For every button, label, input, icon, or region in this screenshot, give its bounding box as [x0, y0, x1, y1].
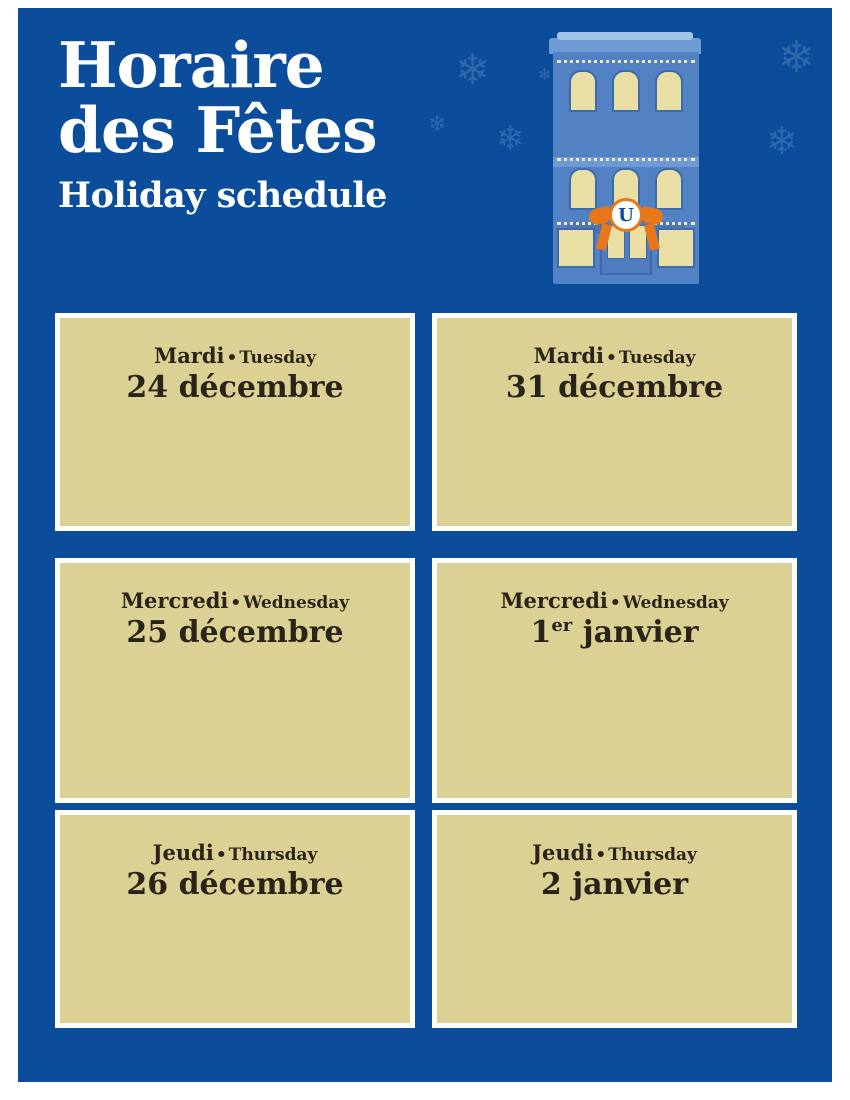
schedule-card-day: [60, 589, 410, 613]
snowflake-icon: ❄: [455, 48, 491, 94]
building-window: [569, 168, 597, 210]
schedule-card-date: 2 janvier: [540, 866, 689, 902]
schedule-card-text: [60, 563, 410, 651]
day-label-en: Tuesday: [618, 348, 696, 368]
schedule-card-text: [60, 318, 410, 406]
schedule-card-date: 24 décembre: [126, 369, 344, 405]
schedule-card: [55, 313, 415, 531]
snowflake-icon: ❄: [496, 121, 525, 158]
day-label-en: Wednesday: [243, 593, 350, 613]
separator-dot: •: [226, 348, 238, 368]
schedule-card-text: [437, 563, 792, 651]
schedule-card-day: [60, 841, 410, 865]
schedule-card-day: [60, 344, 410, 368]
date-ordinal-suffix: er: [551, 614, 573, 636]
separator-dot: •: [230, 593, 242, 613]
brand-logo-letter: U: [618, 204, 634, 226]
separator-dot: •: [595, 845, 607, 865]
schedule-card-text: [437, 815, 792, 903]
schedule-card-date: [437, 615, 792, 651]
schedule-card-day: [437, 589, 792, 613]
schedule-card: [432, 558, 797, 803]
day-label-fr: Mardi: [153, 343, 225, 368]
day-label-en: Thursday: [608, 845, 697, 865]
title-block: [58, 28, 478, 216]
building-window: [612, 70, 640, 112]
page-title-line-1: Horaire: [58, 28, 324, 102]
schedule-card: [432, 810, 797, 1028]
poster-header: [18, 8, 832, 303]
day-label-fr: Mardi: [533, 343, 605, 368]
storefront-building-illustration: [543, 32, 708, 287]
schedule-card-day: [437, 841, 792, 865]
schedule-card: [55, 810, 415, 1028]
separator-dot: •: [606, 348, 617, 368]
page-subtitle: Holiday schedule: [58, 174, 387, 216]
schedule-card-date: 31 décembre: [505, 369, 724, 405]
building-storefront-window: [557, 228, 595, 268]
day-label-en: Thursday: [228, 845, 318, 865]
date-month: janvier: [572, 614, 699, 650]
building-window: [655, 168, 683, 210]
building-roof-cap: [557, 32, 693, 40]
page-title-line-2: des Fêtes: [58, 92, 377, 167]
brand-logo: [609, 198, 643, 232]
string-lights-icon: [557, 154, 695, 161]
day-label-fr: Mercredi: [120, 588, 229, 613]
snowflake-icon: ❄: [778, 33, 815, 82]
schedule-card-date: 25 décembre: [126, 614, 344, 650]
separator-dot: •: [609, 593, 621, 613]
building-window: [655, 70, 683, 112]
string-lights-icon: [557, 56, 695, 63]
day-label-en: Wednesday: [622, 593, 729, 613]
schedule-card-text: [437, 318, 792, 406]
schedule-card-date: 26 décembre: [126, 866, 344, 902]
schedule-card: [432, 313, 797, 531]
date-prefix: 1: [530, 614, 552, 650]
day-label-fr: Mercredi: [500, 588, 608, 613]
separator-dot: •: [215, 845, 227, 865]
snowflake-icon: ❄: [766, 121, 798, 163]
schedule-card-day: [437, 344, 792, 368]
day-label-fr: Jeudi: [152, 840, 214, 865]
snowflake-icon: ❄: [428, 111, 447, 136]
building-storefront-window: [657, 228, 695, 268]
day-label-en: Tuesday: [239, 348, 317, 368]
day-label-fr: Jeudi: [532, 840, 594, 865]
snowflake-icon: ❄: [538, 67, 552, 84]
schedule-card: [55, 558, 415, 803]
schedule-card-text: [60, 815, 410, 903]
building-window: [569, 70, 597, 112]
